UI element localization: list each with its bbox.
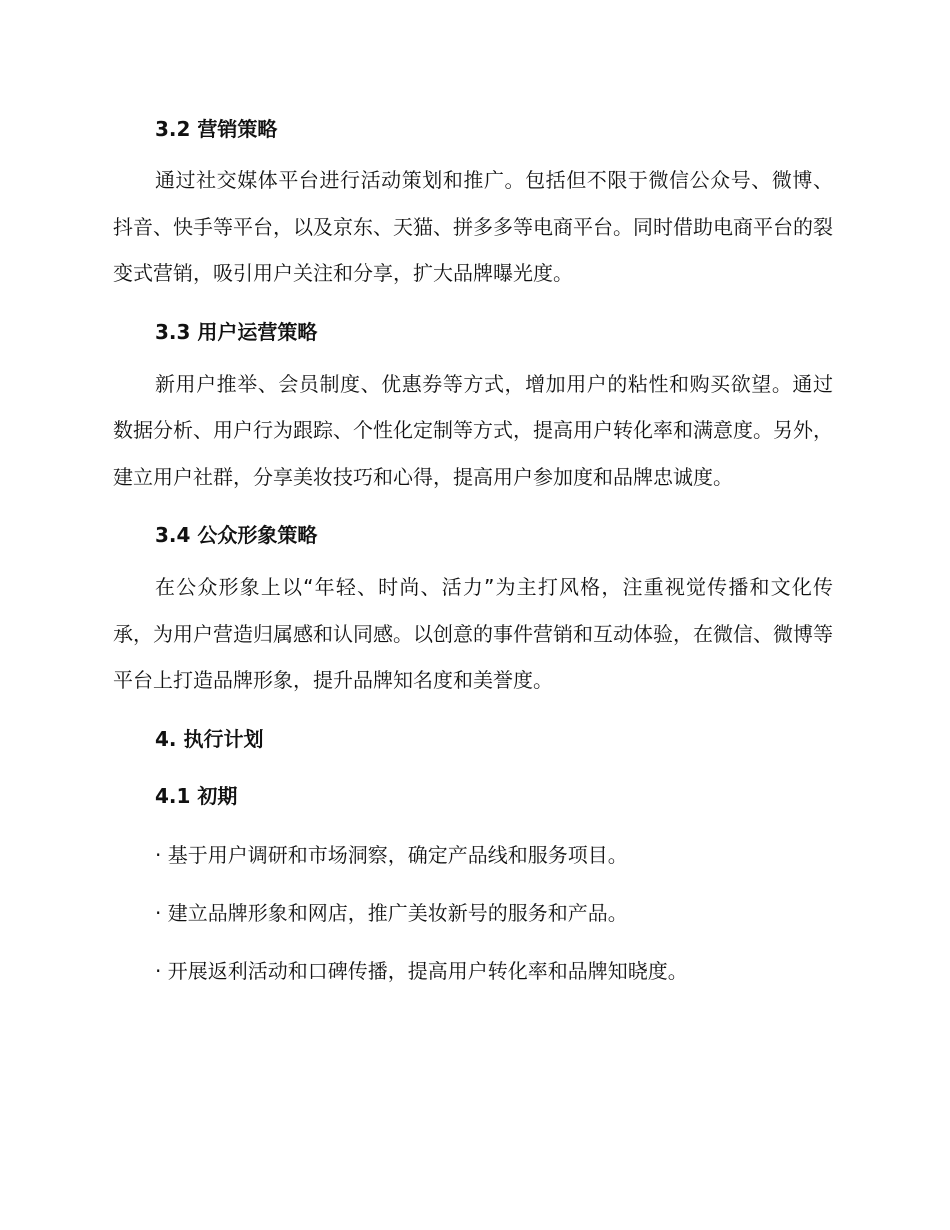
- document-body: [113, 107, 833, 986]
- section-paragraph-3-4: 在公众形象上以“年轻、时尚、活力”为主打风格，注重视觉传播和文化传承，为用户营造归属感和认同感。以创意的事件营销和互动体验，在微信、微博等平台上打造品牌形象，提升品牌知名度和美誉度。: [113, 575, 833, 692]
- bullet-item: · 基于用户调研和市场洞察，确定产品线和服务项目。: [155, 842, 628, 867]
- section-heading-3-2: 3.2 营销策略: [155, 117, 278, 141]
- bullet-item: · 开展返利活动和口碑传播，提高用户转化率和品牌知晓度。: [155, 958, 688, 983]
- section-paragraph-3-3: 新用户推举、会员制度、优惠券等方式，增加用户的粘性和购买欲望。通过数据分析、用户行为跟踪、个性化定制等方式，提高用户转化率和满意度。另外，建立用户社群，分享美妆技巧和心得，提高用户参加度和品牌忠诚度。: [113, 371, 833, 489]
- bullet-item: · 建立品牌形象和网店，推广美妆新号的服务和产品。: [155, 900, 628, 925]
- section-heading-3-3: 3.3 用户运营策略: [155, 319, 318, 344]
- execution-plan-heading: 4. 执行计划: [155, 726, 264, 751]
- section-heading-3-4: 3.4 公众形象策略: [155, 523, 318, 547]
- section-paragraph-3-2: 通过社交媒体平台进行活动策划和推广。包括但不限于微信公众号、微博、抖音、快手等平台，以及京东、天猫、拼多多等电商平台。同时借助电商平台的裂变式营销，吸引用户关注和分享，扩大品牌曝光度。: [113, 168, 833, 285]
- execution-plan-subheading: 4.1 初期: [155, 783, 238, 808]
